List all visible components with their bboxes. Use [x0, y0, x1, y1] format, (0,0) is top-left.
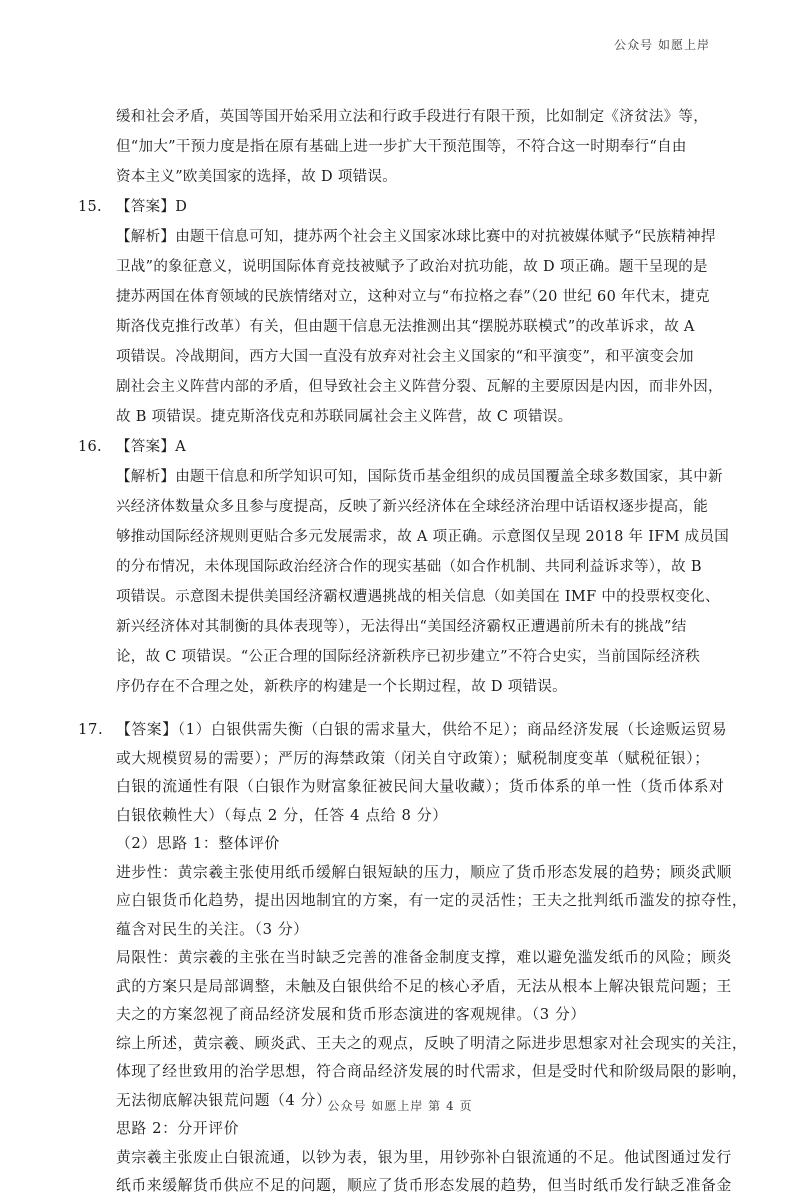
- section-spacer: [78, 702, 738, 716]
- analysis-line: 项错误。冷战期间，西方大国一直没有放弃对社会主义国家的“和平演变”，和平演变会加: [116, 349, 694, 365]
- text-line: 资本主义”欧美国家的选择，故 D 项错误。: [116, 169, 398, 185]
- question-15: [78, 192, 738, 432]
- text-line: 缓和社会矛盾，英国等国开始采用立法和行政手段进行有限干预，比如制定《济贫法》等，: [116, 109, 708, 125]
- analysis-line: 够推动国际经济规则更贴合多元发展需求，故 A 项正确。示意图仅呈现 2018 年 IFM 成员国: [116, 529, 730, 545]
- analysis-line: 卫战”的象征意义，说明国际体育竞技被赋予了政治对抗功能，故 D 项正确。题干呈现的是: [116, 259, 708, 275]
- question-number: 15.: [78, 199, 102, 215]
- text-line: 但“加大”干预力度是指在原有基础上进一步扩大干预范围等，不符合这一时期奉行“自由: [116, 139, 687, 155]
- answer-line: 武的方案只是局部调整，未触及白银供给不足的核心矛盾，无法从根本上解决银荒问题；王: [116, 977, 732, 995]
- answer-line: 应白银货币化趋势，提出因地制宜的方案，有一定的灵活性；王夫之批判纸币滥发的掠夺性，: [116, 892, 748, 909]
- answer-line: 黄宗羲主张废止白银流通，以钞为表，银为里，用钞弥补白银流通的不足。他试图通过发行: [116, 1148, 732, 1166]
- page-footer: 公众号 如愿上岸 第 4 页: [327, 1099, 473, 1113]
- question-17: [78, 716, 748, 1201]
- analysis-line: 兴经济体数量众多且参与度提高，反映了新兴经济体在全球经济治理中话语权逐步提高，能: [116, 499, 708, 515]
- question-number: 17.: [78, 721, 104, 738]
- analysis-line: 序仍存在不合理之处，新秩序的构建是一个长期过程，故 D 项错误。: [116, 679, 567, 695]
- answer-line: 体现了经世致用的治学思想，符合商品经济发展的时代需求，但是受时代和阶级局限的影响，: [116, 1063, 748, 1080]
- answer-line: 夫之的方案忽视了商品经济发展和货币形态演进的客观规律。（3 分）: [116, 1006, 586, 1023]
- analysis-line: 剧社会主义阵营内部的矛盾，但导致社会主义阵营分裂、瓦解的主要原因是内因，而非外因，: [116, 379, 723, 395]
- answer-line: 纸币来缓解货币供应不足的问题，顺应了货币形态发展的趋势，但当时纸币发行缺乏准备金: [116, 1177, 732, 1194]
- analysis-line: 【解析】由题干信息和所学知识可知，国际货币基金组织的成员国覆盖全球多数国家，其中新: [116, 469, 723, 485]
- page-content: [78, 102, 748, 1201]
- analysis-line: 故 B 项错误。捷克斯洛伐克和苏联同属社会主义阵营，故 C 项错误。: [116, 409, 573, 425]
- analysis-line: 新兴经济体对其制衡的具体表现等），无法得出“美国经济霸权正遭遇前所未有的挑战”结: [116, 619, 687, 635]
- question-16: [78, 432, 738, 702]
- answer-label: 【答案】A: [116, 439, 186, 455]
- answer-line: 综上所述，黄宗羲、顾炎武、王夫之的观点，反映了明清之际进步思想家对社会现实的关注，: [116, 1034, 748, 1052]
- answer-line: （2）思路 1：整体评价: [116, 835, 280, 852]
- answer-first-line: 【答案】（1）白银供需失衡（白银的需求量大，供给不足）；商品经济发展（长途贩运贸易: [116, 721, 728, 738]
- analysis-line: 论，故 C 项错误。“公正合理的国际经济新秩序已初步建立”不符合史实，当前国际经济秩: [116, 649, 701, 665]
- analysis-line: 的分布情况，未体现国际政治经济合作的现实基础（如合作机制、共同利益诉求等），故 B: [116, 559, 702, 575]
- answer-line: 或大规模贸易的需要）；严厉的海禁政策（闭关自守政策）；赋税制度变革（赋税征银）；: [116, 749, 710, 767]
- analysis-line: 斯洛伐克推行改革）有关，但由题干信息无法推测出其“摆脱苏联模式”的改革诉求，故 A: [116, 319, 695, 335]
- analysis-line: 【解析】由题干信息可知，捷苏两个社会主义国家冰球比赛中的对抗被媒体赋予“民族精神捍: [116, 229, 716, 245]
- analysis-line: 捷苏两国在体育领域的民族情绪对立，这种对立与“布拉格之春”（20 世纪 60 年代末，捷克: [116, 289, 710, 305]
- answer-line: 思路 2：分开评价: [116, 1120, 240, 1137]
- answer-line: 局限性：黄宗羲的主张在当时缺乏完善的准备金制度支撑，难以避免滥发纸币的风险；顾炎: [116, 949, 732, 966]
- answer-line: 无法彻底解决银荒问题（4 分）: [116, 1091, 332, 1109]
- question-number: 16.: [78, 439, 102, 455]
- answer-line: 白银的流通性有限（白银作为财富象征被民间大量收藏）；货币体系的单一性（货币体系对: [116, 778, 725, 795]
- answer-line: 白银依赖性大）（每点 2 分，任答 4 点给 8 分）: [116, 806, 448, 824]
- answer-label: 【答案】D: [116, 199, 188, 215]
- header-watermark-text: 公众号 如愿上岸: [614, 38, 710, 52]
- answer-line: 蕴含对民生的关注。（3 分）: [116, 920, 309, 938]
- answer-line: 进步性：黄宗羲主张使用纸币缓解白银短缺的压力，顺应了货币形态发展的趋势；顾炎武顺: [116, 863, 732, 881]
- carryover-section: [78, 102, 738, 192]
- analysis-line: 项错误。示意图未提供美国经济霸权遭遇挑战的相关信息（如美国在 IMF 中的投票权变化、: [116, 589, 720, 605]
